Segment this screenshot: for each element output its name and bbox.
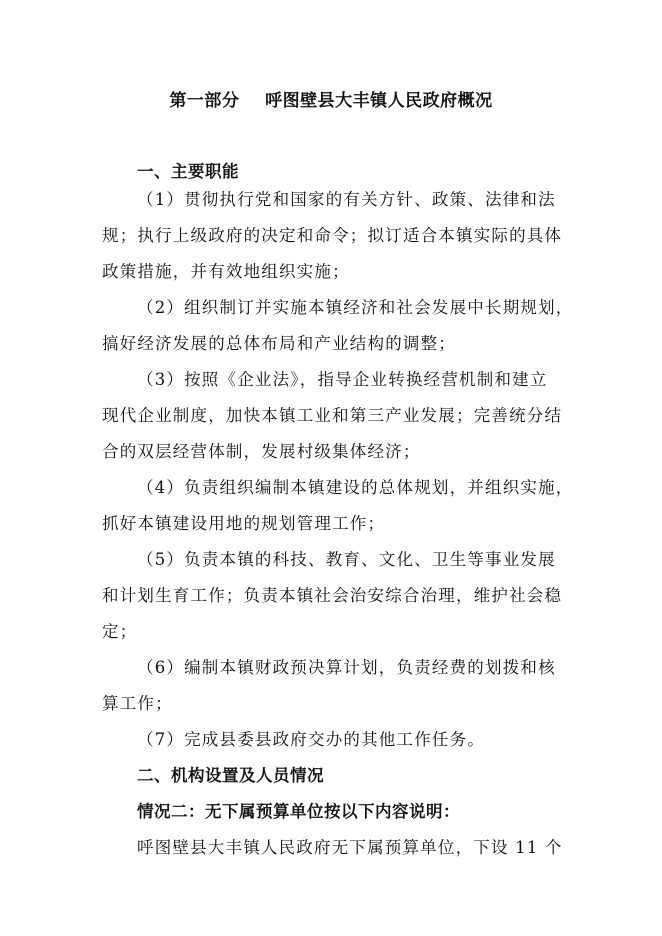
paragraph-line: 定； — [102, 622, 138, 641]
paragraph-line: 现代企业制度，加快本镇工业和第三产业发展；完善统分结 — [102, 406, 563, 425]
paragraph-line: 政策措施，并有效地组织实施； — [102, 262, 350, 281]
paragraph-line: （2）组织制订并实施本镇经济和社会发展中长期规划， — [137, 298, 574, 317]
paragraph-line: （6）编制本镇财政预决算计划，负责经费的划拨和核 — [137, 658, 556, 677]
paragraph-line: 和计划生育工作；负责本镇社会治安综合治理，维护社会稳 — [102, 586, 563, 605]
section-heading-organization: 二、机构设置及人员情况 — [137, 766, 324, 785]
paragraph-line: 合的双层经营体制，发展村级集体经济； — [102, 442, 421, 461]
paragraph-line: 呼图壁县大丰镇人民政府无下属预算单位，下设 11 个 — [137, 838, 563, 857]
paragraph-line: （1）贯彻执行党和国家的有关方针、政策、法律和法 — [137, 190, 556, 209]
paragraph-line: （5）负责本镇的科技、教育、文化、卫生等事业发展 — [137, 550, 556, 569]
paragraph-line: 搞好经济发展的总体布局和产业结构的调整； — [102, 334, 456, 353]
paragraph-line: 算工作； — [102, 694, 173, 713]
section-heading-main-functions: 一、主要职能 — [137, 162, 239, 181]
paragraph-line: （7）完成县委县政府交办的其他工作任务。 — [137, 730, 485, 749]
page-title: 第一部分 呼图壁县大丰镇人民政府概况 — [169, 91, 493, 111]
paragraph-line: （4）负责组织编制本镇建设的总体规划，并组织实施， — [137, 478, 574, 497]
case-heading: 情况二：无下属预算单位按以下内容说明： — [137, 802, 460, 821]
paragraph-line: 抓好本镇建设用地的规划管理工作； — [102, 514, 386, 533]
paragraph-line: 规；执行上级政府的决定和命令；拟订适合本镇实际的具体 — [102, 226, 563, 245]
paragraph-line: （3）按照《企业法》，指导企业转换经营机制和建立 — [137, 370, 548, 389]
